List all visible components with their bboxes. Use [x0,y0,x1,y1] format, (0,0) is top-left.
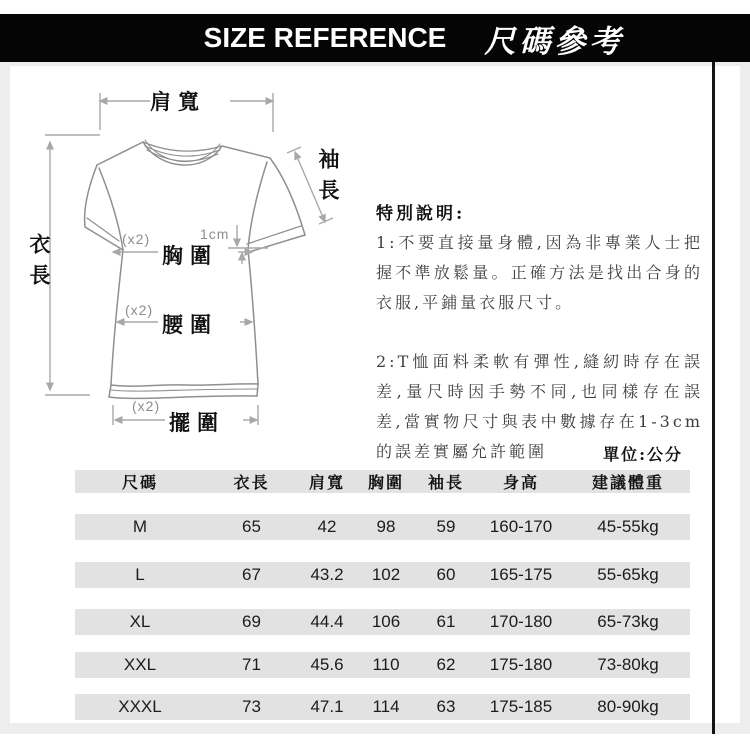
special-instructions [376,199,703,467]
table-row-xl [75,609,690,635]
sleeve-length-label: 袖長 [316,148,341,210]
table-row-xxl [75,652,690,678]
col-header-size: 尺碼 [121,473,158,492]
cell-weight: 55-65kg [597,565,659,584]
col-header-weight: 建議體重 [591,473,664,492]
cell-chest: 114 [372,697,400,716]
col-header-sleeve: 袖長 [427,473,464,492]
header-bar [0,14,750,62]
unit-label: 單位:公分 [603,445,683,464]
cell-shoulder: 44.4 [310,612,344,631]
cell-weight: 73-80kg [597,655,659,674]
cell-shoulder: 43.2 [310,565,344,584]
x2-hem-note: (x2) [132,398,161,414]
table-row-m [75,514,690,540]
cell-shoulder: 45.6 [310,655,344,674]
vertical-divider-line [712,62,715,734]
cell-sleeve: 60 [436,565,456,584]
cell-chest: 102 [371,565,401,584]
cell-length: 65 [242,517,261,536]
cell-chest: 98 [376,517,396,536]
table-header-row [75,470,690,493]
cell-height: 165-175 [489,565,553,584]
x2-waist-note: (x2) [125,302,154,318]
page-title-zh: 尺碼參考 [484,23,625,60]
cell-height: 175-185 [489,697,553,716]
cell-chest: 110 [372,655,400,674]
x2-chest-note: (x2) [122,231,151,247]
cell-length: 69 [242,612,261,631]
cell-size: XL [129,612,151,631]
table-row-xxxl [75,694,690,720]
hem-label: 擺圍 [169,410,225,435]
chest-label: 胸圍 [162,243,218,268]
cell-size: XXL [123,655,157,674]
waist-label: 腰圍 [162,312,218,337]
cell-sleeve: 59 [436,517,456,536]
special-instructions-title: 特別說明: [376,204,466,224]
cell-shoulder: 42 [317,517,337,536]
col-header-chest: 胸圍 [367,473,404,492]
cell-weight: 80-90kg [597,697,659,716]
table-row-l [75,562,690,588]
instruction-note-1: 1:不要直接量身體,因為非專業人士把握不準放鬆量。正確方法是找出合身的衣服,平鋪量衣服尺寸。 [376,233,703,312]
col-header-height: 身高 [502,473,539,492]
cell-length: 71 [242,655,261,674]
cell-length: 73 [242,697,261,716]
cell-sleeve: 61 [436,612,456,631]
cell-size: L [135,565,145,584]
cell-weight: 45-55kg [597,517,659,536]
cell-sleeve: 62 [436,655,456,674]
cell-height: 170-180 [489,612,553,631]
cell-size: XXXL [118,697,162,716]
cell-sleeve: 63 [436,697,456,716]
page-title-en: SIZE REFERENCE [203,22,447,53]
garment-length-label: 衣長 [27,233,52,295]
col-header-shoulder: 肩寬 [308,473,345,492]
cell-length: 67 [242,565,261,584]
col-header-length: 衣長 [233,473,270,492]
one-cm-note: 1cm [200,226,230,242]
shoulder-width-label: 肩寬 [150,89,206,114]
cell-shoulder: 47.1 [310,697,344,716]
cell-height: 175-180 [489,655,553,674]
cell-size: M [132,517,148,536]
cell-chest: 106 [371,612,401,631]
cell-height: 160-170 [489,517,553,536]
cell-weight: 65-73kg [597,612,659,631]
instruction-note-2: 2:T恤面料柔軟有彈性,縫紉時存在誤差,量尺時因手勢不同,也同樣存在誤差,當實物尺寸與表中數據存在1-3cm的誤差實屬允許範圍 [376,352,703,461]
